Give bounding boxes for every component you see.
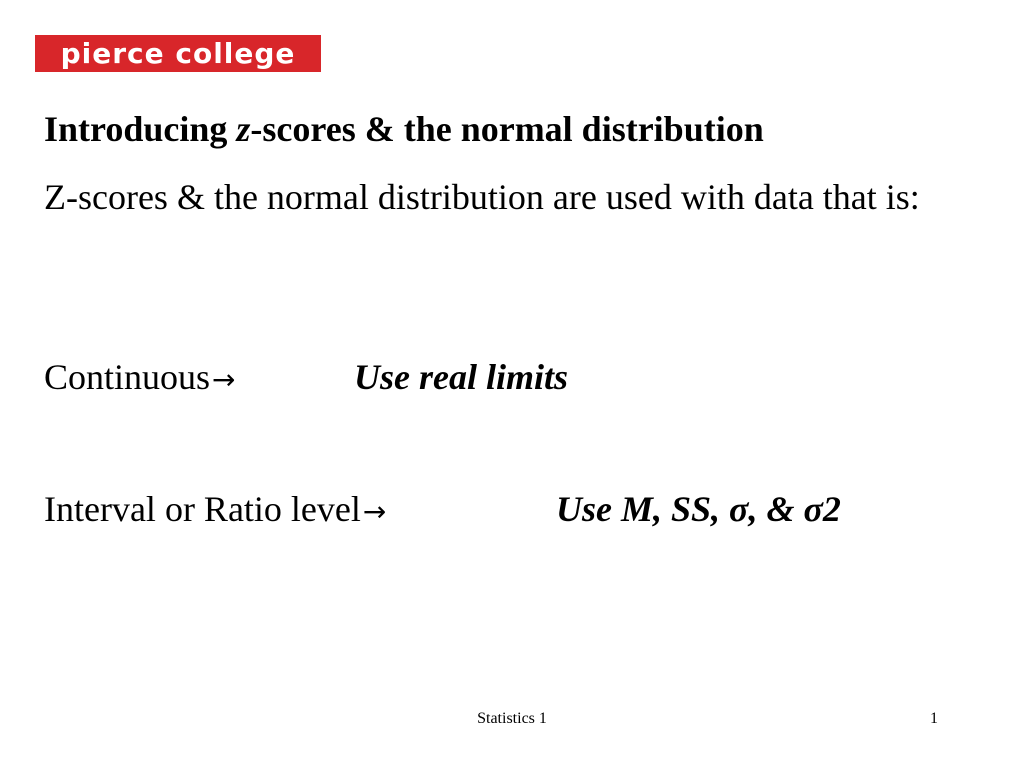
footer-title: Statistics 1 [477,710,547,727]
pierce-college-logo [35,35,321,72]
row-interval-ratio [44,488,841,530]
row-continuous [44,356,568,398]
row-note: Use M, SS, σ, & σ2 [556,489,841,529]
intro-text: Z-scores & the normal distribution are used with data that is: [44,177,920,217]
arrow-right-icon: → [212,363,236,396]
slide-title [44,108,764,150]
page-number: 1 [930,710,938,727]
title-prefix: Introducing [44,109,237,149]
row-label: Continuous [44,357,211,397]
logo-text: pierce college [60,36,296,70]
title-z: z [236,109,251,149]
row-label: Interval or Ratio level [44,489,361,529]
arrow-right-icon: → [362,495,387,528]
row-note: Use real limits [354,357,568,397]
title-suffix: -scores & the normal distribution [250,109,764,149]
